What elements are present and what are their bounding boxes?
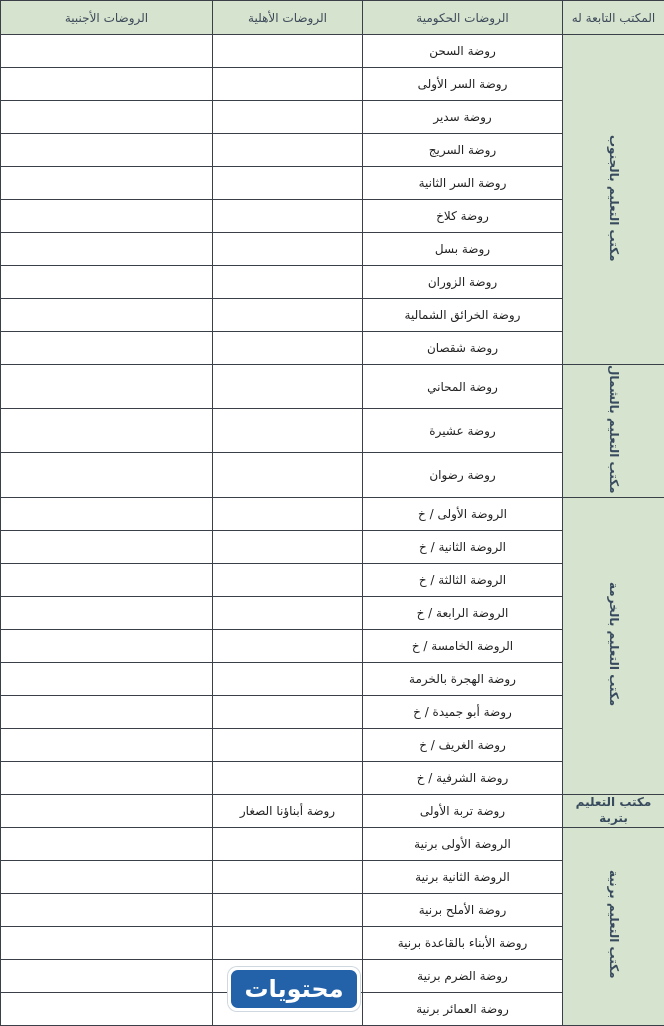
office-name: مكتب التعليم برنية bbox=[606, 870, 621, 979]
table-row bbox=[1, 827, 664, 860]
private-kindergarten-cell bbox=[213, 629, 363, 662]
private-kindergarten-cell bbox=[213, 728, 363, 761]
private-kindergarten-cell bbox=[213, 409, 363, 453]
foreign-kindergarten-cell bbox=[1, 299, 213, 332]
table-row bbox=[1, 497, 664, 530]
watermark-text: محتويات bbox=[231, 970, 357, 1008]
private-kindergarten-cell bbox=[213, 926, 363, 959]
office-cell bbox=[563, 497, 664, 794]
private-kindergarten-cell bbox=[213, 695, 363, 728]
table-header bbox=[1, 1, 664, 35]
government-kindergarten-cell: روضة الأملح برنية bbox=[363, 893, 563, 926]
header-foreign: الروضات الأجنبية bbox=[1, 1, 213, 35]
government-kindergarten-cell: روضة أبو جميدة / خ bbox=[363, 695, 563, 728]
government-kindergarten-cell: روضة كلاخ bbox=[363, 200, 563, 233]
private-kindergarten-cell bbox=[213, 596, 363, 629]
private-kindergarten-cell bbox=[213, 68, 363, 101]
government-kindergarten-cell: روضة شقصان bbox=[363, 332, 563, 365]
private-kindergarten-cell bbox=[213, 35, 363, 68]
private-kindergarten-cell bbox=[213, 761, 363, 794]
government-kindergarten-cell: روضة بسل bbox=[363, 233, 563, 266]
office-cell bbox=[563, 827, 664, 1025]
government-kindergarten-cell: الروضة الثانية برنية bbox=[363, 860, 563, 893]
table-row bbox=[1, 365, 664, 409]
foreign-kindergarten-cell bbox=[1, 959, 213, 992]
foreign-kindergarten-cell bbox=[1, 794, 213, 827]
office-name: مكتب التعليم بتربة bbox=[563, 795, 664, 826]
private-kindergarten-cell bbox=[213, 233, 363, 266]
government-kindergarten-cell: روضة السر الثانية bbox=[363, 167, 563, 200]
government-kindergarten-cell: الروضة الثالثة / خ bbox=[363, 563, 563, 596]
foreign-kindergarten-cell bbox=[1, 695, 213, 728]
office-name: مكتب التعليم بالجنوب bbox=[606, 135, 621, 262]
table-row bbox=[1, 35, 664, 68]
government-kindergarten-cell: روضة السريج bbox=[363, 134, 563, 167]
foreign-kindergarten-cell bbox=[1, 35, 213, 68]
foreign-kindergarten-cell bbox=[1, 68, 213, 101]
table-row bbox=[1, 794, 664, 827]
private-kindergarten-cell bbox=[213, 299, 363, 332]
government-kindergarten-cell: روضة عشيرة bbox=[363, 409, 563, 453]
header-government: الروضات الحكومية bbox=[363, 1, 563, 35]
private-kindergarten-cell bbox=[213, 266, 363, 299]
government-kindergarten-cell: روضة الأبناء بالقاعدة برنية bbox=[363, 926, 563, 959]
foreign-kindergarten-cell bbox=[1, 332, 213, 365]
foreign-kindergarten-cell bbox=[1, 497, 213, 530]
government-kindergarten-cell: روضة الزوران bbox=[363, 266, 563, 299]
private-kindergarten-cell bbox=[213, 893, 363, 926]
office-name: مكتب التعليم بالخرمة bbox=[606, 582, 621, 706]
government-kindergarten-cell: الروضة الخامسة / خ bbox=[363, 629, 563, 662]
foreign-kindergarten-cell bbox=[1, 409, 213, 453]
foreign-kindergarten-cell bbox=[1, 453, 213, 497]
foreign-kindergarten-cell bbox=[1, 728, 213, 761]
government-kindergarten-cell: روضة الضرم برنية bbox=[363, 959, 563, 992]
foreign-kindergarten-cell bbox=[1, 662, 213, 695]
private-kindergarten-cell bbox=[213, 365, 363, 409]
private-kindergarten-cell bbox=[213, 827, 363, 860]
foreign-kindergarten-cell bbox=[1, 596, 213, 629]
private-kindergarten-cell bbox=[213, 167, 363, 200]
government-kindergarten-cell: روضة تربة الأولى bbox=[363, 794, 563, 827]
private-kindergarten-cell bbox=[213, 497, 363, 530]
foreign-kindergarten-cell bbox=[1, 827, 213, 860]
foreign-kindergarten-cell bbox=[1, 134, 213, 167]
foreign-kindergarten-cell bbox=[1, 233, 213, 266]
government-kindergarten-cell: الروضة الثانية / خ bbox=[363, 530, 563, 563]
foreign-kindergarten-cell bbox=[1, 629, 213, 662]
watermark-badge bbox=[228, 967, 360, 1011]
office-name: مكتب التعليم بالشمال bbox=[606, 365, 621, 494]
foreign-kindergarten-cell bbox=[1, 200, 213, 233]
private-kindergarten-cell bbox=[213, 101, 363, 134]
table-body bbox=[1, 35, 664, 1026]
government-kindergarten-cell: روضة الخرائق الشمالية bbox=[363, 299, 563, 332]
foreign-kindergarten-cell bbox=[1, 530, 213, 563]
government-kindergarten-cell: الروضة الأولى برنية bbox=[363, 827, 563, 860]
private-kindergarten-cell bbox=[213, 860, 363, 893]
private-kindergarten-cell bbox=[213, 662, 363, 695]
header-private: الروضات الأهلية bbox=[213, 1, 363, 35]
foreign-kindergarten-cell bbox=[1, 926, 213, 959]
government-kindergarten-cell: روضة العمائر برنية bbox=[363, 992, 563, 1025]
foreign-kindergarten-cell bbox=[1, 761, 213, 794]
private-kindergarten-cell bbox=[213, 530, 363, 563]
government-kindergarten-cell: روضة سدير bbox=[363, 101, 563, 134]
private-kindergarten-cell bbox=[213, 134, 363, 167]
government-kindergarten-cell: روضة الهجرة بالخرمة bbox=[363, 662, 563, 695]
foreign-kindergarten-cell bbox=[1, 893, 213, 926]
government-kindergarten-cell: روضة الشرفية / خ bbox=[363, 761, 563, 794]
private-kindergarten-cell bbox=[213, 332, 363, 365]
foreign-kindergarten-cell bbox=[1, 365, 213, 409]
foreign-kindergarten-cell bbox=[1, 563, 213, 596]
government-kindergarten-cell: روضة السر الأولى bbox=[363, 68, 563, 101]
foreign-kindergarten-cell bbox=[1, 167, 213, 200]
government-kindergarten-cell: روضة الغريف / خ bbox=[363, 728, 563, 761]
government-kindergarten-cell: روضة المحاني bbox=[363, 365, 563, 409]
header-row bbox=[1, 1, 664, 35]
government-kindergarten-cell: الروضة الأولى / خ bbox=[363, 497, 563, 530]
private-kindergarten-cell: روضة أبناؤنا الصغار bbox=[213, 794, 363, 827]
private-kindergarten-cell bbox=[213, 563, 363, 596]
government-kindergarten-cell: الروضة الرابعة / خ bbox=[363, 596, 563, 629]
office-cell bbox=[563, 365, 664, 498]
office-cell bbox=[563, 35, 664, 365]
foreign-kindergarten-cell bbox=[1, 266, 213, 299]
foreign-kindergarten-cell bbox=[1, 860, 213, 893]
foreign-kindergarten-cell bbox=[1, 101, 213, 134]
private-kindergarten-cell bbox=[213, 200, 363, 233]
office-cell bbox=[563, 794, 664, 827]
foreign-kindergarten-cell bbox=[1, 992, 213, 1025]
government-kindergarten-cell: روضة السحن bbox=[363, 35, 563, 68]
header-office: المكتب التابعة له bbox=[563, 1, 664, 35]
private-kindergarten-cell bbox=[213, 453, 363, 497]
government-kindergarten-cell: روضة رضوان bbox=[363, 453, 563, 497]
